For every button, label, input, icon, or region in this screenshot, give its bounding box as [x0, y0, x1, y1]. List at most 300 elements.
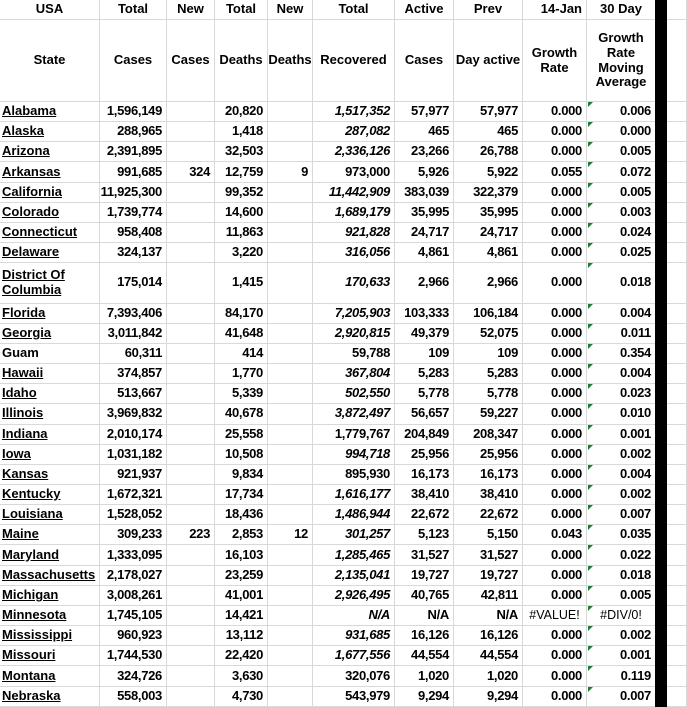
cell-prev-day-active[interactable]: 25,956: [454, 445, 523, 465]
header-new-deaths-1[interactable]: New: [268, 0, 313, 20]
cell-prev-day-active[interactable]: 208,347: [454, 425, 523, 445]
cell-growth-ma[interactable]: [587, 666, 655, 686]
cell-total-deaths[interactable]: 14,421: [215, 606, 268, 626]
cell-total-recovered[interactable]: 931,685: [313, 626, 395, 646]
cell-total-recovered[interactable]: 994,718: [313, 445, 395, 465]
cell-total-recovered[interactable]: 1,486,944: [313, 505, 395, 525]
cell-state[interactable]: Alaska: [0, 122, 100, 142]
cell-growth-rate[interactable]: 0.000: [523, 183, 587, 203]
cell-growth-rate[interactable]: 0.000: [523, 425, 587, 445]
cell-new-cases[interactable]: [167, 586, 215, 606]
cell-new-cases[interactable]: [167, 545, 215, 565]
cell-total-recovered[interactable]: 2,336,126: [313, 142, 395, 162]
header-new-cases-1[interactable]: New: [167, 0, 215, 20]
cell-state[interactable]: Delaware: [0, 243, 100, 263]
cell-new-deaths[interactable]: [268, 243, 313, 263]
cell-growth-rate[interactable]: 0.000: [523, 687, 587, 707]
cell-total-cases[interactable]: 960,923: [100, 626, 167, 646]
cell-new-cases[interactable]: [167, 304, 215, 324]
cell-total-recovered[interactable]: 1,689,179: [313, 203, 395, 223]
header-prev-2[interactable]: Day active: [454, 20, 523, 102]
cell-total-recovered[interactable]: 367,804: [313, 364, 395, 384]
cell-total-recovered[interactable]: 320,076: [313, 666, 395, 686]
cell-total-recovered[interactable]: 1,677,556: [313, 646, 395, 666]
cell-total-cases[interactable]: 513,667: [100, 384, 167, 404]
cell-total-recovered[interactable]: 895,930: [313, 465, 395, 485]
cell-state[interactable]: Alabama: [0, 102, 100, 122]
cell-state[interactable]: Mississippi: [0, 626, 100, 646]
cell-total-cases[interactable]: 374,857: [100, 364, 167, 384]
cell-active-cases[interactable]: 109: [395, 344, 454, 364]
cell-growth-rate[interactable]: 0.000: [523, 304, 587, 324]
cell-growth-rate[interactable]: 0.000: [523, 364, 587, 384]
cell-growth-rate[interactable]: 0.000: [523, 545, 587, 565]
cell-state[interactable]: Connecticut: [0, 223, 100, 243]
cell-growth-rate[interactable]: 0.000: [523, 465, 587, 485]
cell-active-cases[interactable]: 31,527: [395, 545, 454, 565]
cell-new-cases[interactable]: [167, 566, 215, 586]
cell-prev-day-active[interactable]: 4,861: [454, 243, 523, 263]
cell-total-deaths[interactable]: 2,853: [215, 525, 268, 545]
header-active-1[interactable]: Active: [395, 0, 454, 20]
cell-growth-ma[interactable]: [587, 566, 655, 586]
cell-new-deaths[interactable]: [268, 263, 313, 303]
cell-new-cases[interactable]: [167, 666, 215, 686]
cell-prev-day-active[interactable]: 465: [454, 122, 523, 142]
cell-growth-rate[interactable]: 0.000: [523, 384, 587, 404]
cell-prev-day-active[interactable]: 26,788: [454, 142, 523, 162]
cell-new-cases[interactable]: [167, 344, 215, 364]
cell-total-cases[interactable]: 991,685: [100, 162, 167, 182]
cell-state[interactable]: Kentucky: [0, 485, 100, 505]
cell-active-cases[interactable]: N/A: [395, 606, 454, 626]
cell-total-deaths[interactable]: 22,420: [215, 646, 268, 666]
cell-state[interactable]: Nebraska: [0, 687, 100, 707]
cell-active-cases[interactable]: 16,126: [395, 626, 454, 646]
cell-total-cases[interactable]: 11,925,300: [100, 183, 167, 203]
cell-active-cases[interactable]: 24,717: [395, 223, 454, 243]
header-prev-1[interactable]: Prev: [454, 0, 523, 20]
cell-new-deaths[interactable]: [268, 364, 313, 384]
cell-total-deaths[interactable]: 23,259: [215, 566, 268, 586]
cell-total-deaths[interactable]: 13,112: [215, 626, 268, 646]
cell-total-recovered[interactable]: N/A: [313, 606, 395, 626]
cell-growth-rate[interactable]: 0.000: [523, 223, 587, 243]
cell-prev-day-active[interactable]: 24,717: [454, 223, 523, 243]
cell-state[interactable]: Illinois: [0, 404, 100, 424]
cell-growth-rate[interactable]: 0.000: [523, 122, 587, 142]
cell-total-cases[interactable]: 1,672,321: [100, 485, 167, 505]
cell-total-cases[interactable]: 1,596,149: [100, 102, 167, 122]
cell-prev-day-active[interactable]: 109: [454, 344, 523, 364]
header-total-recovered-1[interactable]: Total: [313, 0, 395, 20]
cell-prev-day-active[interactable]: 1,020: [454, 666, 523, 686]
cell-total-deaths[interactable]: 5,339: [215, 384, 268, 404]
cell-active-cases[interactable]: 57,977: [395, 102, 454, 122]
cell-new-cases[interactable]: [167, 183, 215, 203]
cell-state[interactable]: Minnesota: [0, 606, 100, 626]
cell-growth-ma[interactable]: [587, 102, 655, 122]
cell-prev-day-active[interactable]: 106,184: [454, 304, 523, 324]
cell-state[interactable]: California: [0, 183, 100, 203]
cell-new-cases[interactable]: [167, 505, 215, 525]
cell-growth-rate[interactable]: 0.000: [523, 505, 587, 525]
cell-prev-day-active[interactable]: 44,554: [454, 646, 523, 666]
cell-new-cases[interactable]: 223: [167, 525, 215, 545]
cell-active-cases[interactable]: 5,926: [395, 162, 454, 182]
cell-total-deaths[interactable]: 41,648: [215, 324, 268, 344]
cell-new-deaths[interactable]: [268, 425, 313, 445]
cell-total-recovered[interactable]: 1,517,352: [313, 102, 395, 122]
cell-active-cases[interactable]: 23,266: [395, 142, 454, 162]
cell-growth-rate[interactable]: 0.000: [523, 646, 587, 666]
header-date-14-jan[interactable]: 14-Jan: [523, 0, 587, 20]
cell-total-recovered[interactable]: 316,056: [313, 243, 395, 263]
cell-new-cases[interactable]: [167, 203, 215, 223]
cell-growth-rate[interactable]: 0.000: [523, 243, 587, 263]
cell-new-deaths[interactable]: [268, 586, 313, 606]
cell-total-cases[interactable]: 288,965: [100, 122, 167, 142]
cell-growth-rate[interactable]: #VALUE!: [523, 606, 587, 626]
cell-total-recovered[interactable]: 502,550: [313, 384, 395, 404]
cell-total-deaths[interactable]: 84,170: [215, 304, 268, 324]
cell-growth-rate[interactable]: 0.000: [523, 404, 587, 424]
cell-growth-ma[interactable]: [587, 243, 655, 263]
cell-growth-ma[interactable]: [587, 344, 655, 364]
cell-new-deaths[interactable]: [268, 646, 313, 666]
cell-total-deaths[interactable]: 99,352: [215, 183, 268, 203]
cell-state[interactable]: Louisiana: [0, 505, 100, 525]
cell-total-deaths[interactable]: 9,834: [215, 465, 268, 485]
cell-new-cases[interactable]: [167, 465, 215, 485]
header-total-recovered-2[interactable]: Recovered: [313, 20, 395, 102]
cell-active-cases[interactable]: 4,861: [395, 243, 454, 263]
cell-new-deaths[interactable]: [268, 505, 313, 525]
header-total-cases-1[interactable]: Total: [100, 0, 167, 20]
cell-new-cases[interactable]: [167, 384, 215, 404]
cell-state[interactable]: Hawaii: [0, 364, 100, 384]
cell-total-deaths[interactable]: 12,759: [215, 162, 268, 182]
cell-growth-ma[interactable]: [587, 162, 655, 182]
cell-new-deaths[interactable]: [268, 324, 313, 344]
cell-new-cases[interactable]: [167, 606, 215, 626]
cell-new-cases[interactable]: [167, 404, 215, 424]
cell-active-cases[interactable]: 22,672: [395, 505, 454, 525]
cell-active-cases[interactable]: 103,333: [395, 304, 454, 324]
cell-growth-rate[interactable]: 0.000: [523, 324, 587, 344]
cell-prev-day-active[interactable]: 19,727: [454, 566, 523, 586]
cell-total-recovered[interactable]: 2,920,815: [313, 324, 395, 344]
cell-total-cases[interactable]: 3,011,842: [100, 324, 167, 344]
cell-new-cases[interactable]: [167, 485, 215, 505]
cell-total-recovered[interactable]: 1,285,465: [313, 545, 395, 565]
cell-new-cases[interactable]: [167, 364, 215, 384]
cell-new-deaths[interactable]: 9: [268, 162, 313, 182]
cell-growth-ma[interactable]: [587, 364, 655, 384]
cell-total-deaths[interactable]: 14,600: [215, 203, 268, 223]
cell-total-cases[interactable]: 1,745,105: [100, 606, 167, 626]
cell-growth-rate[interactable]: 0.000: [523, 666, 587, 686]
cell-growth-rate[interactable]: 0.000: [523, 344, 587, 364]
cell-new-deaths[interactable]: [268, 344, 313, 364]
cell-active-cases[interactable]: 5,123: [395, 525, 454, 545]
cell-new-deaths[interactable]: [268, 626, 313, 646]
cell-total-deaths[interactable]: 1,770: [215, 364, 268, 384]
cell-active-cases[interactable]: 44,554: [395, 646, 454, 666]
cell-total-recovered[interactable]: 7,205,903: [313, 304, 395, 324]
cell-growth-ma[interactable]: [587, 425, 655, 445]
cell-new-cases[interactable]: [167, 122, 215, 142]
cell-new-cases[interactable]: [167, 102, 215, 122]
cell-new-deaths[interactable]: [268, 687, 313, 707]
cell-active-cases[interactable]: 40,765: [395, 586, 454, 606]
cell-growth-ma[interactable]: [587, 606, 655, 626]
cell-state[interactable]: Arkansas: [0, 162, 100, 182]
cell-new-deaths[interactable]: [268, 606, 313, 626]
cell-new-deaths[interactable]: [268, 122, 313, 142]
cell-active-cases[interactable]: 56,657: [395, 404, 454, 424]
cell-new-deaths[interactable]: [268, 566, 313, 586]
cell-growth-ma[interactable]: [587, 404, 655, 424]
cell-state[interactable]: Indiana: [0, 425, 100, 445]
cell-growth-ma[interactable]: [587, 646, 655, 666]
cell-total-recovered[interactable]: 973,000: [313, 162, 395, 182]
cell-growth-ma[interactable]: [587, 445, 655, 465]
cell-active-cases[interactable]: 204,849: [395, 425, 454, 445]
cell-new-cases[interactable]: [167, 445, 215, 465]
cell-new-deaths[interactable]: [268, 445, 313, 465]
cell-prev-day-active[interactable]: 5,778: [454, 384, 523, 404]
cell-growth-ma[interactable]: [587, 525, 655, 545]
cell-growth-ma[interactable]: [587, 223, 655, 243]
cell-state[interactable]: Missouri: [0, 646, 100, 666]
cell-active-cases[interactable]: 383,039: [395, 183, 454, 203]
cell-new-deaths[interactable]: 12: [268, 525, 313, 545]
cell-new-deaths[interactable]: [268, 465, 313, 485]
header-30-day[interactable]: 30 Day: [587, 0, 655, 20]
cell-growth-rate[interactable]: 0.000: [523, 102, 587, 122]
cell-new-cases[interactable]: [167, 646, 215, 666]
cell-total-deaths[interactable]: 25,558: [215, 425, 268, 445]
cell-growth-ma[interactable]: [587, 687, 655, 707]
cell-prev-day-active[interactable]: 57,977: [454, 102, 523, 122]
cell-growth-rate[interactable]: 0.000: [523, 445, 587, 465]
cell-growth-ma[interactable]: [587, 626, 655, 646]
header-state[interactable]: State: [0, 20, 100, 102]
cell-new-cases[interactable]: [167, 425, 215, 445]
cell-growth-ma[interactable]: [587, 263, 655, 303]
cell-new-cases[interactable]: [167, 142, 215, 162]
cell-growth-ma[interactable]: [587, 142, 655, 162]
cell-total-recovered[interactable]: 3,872,497: [313, 404, 395, 424]
cell-total-cases[interactable]: 7,393,406: [100, 304, 167, 324]
cell-state[interactable]: Michigan: [0, 586, 100, 606]
cell-new-cases[interactable]: [167, 223, 215, 243]
cell-total-cases[interactable]: 1,333,095: [100, 545, 167, 565]
header-new-cases-2[interactable]: Cases: [167, 20, 215, 102]
header-total-cases-2[interactable]: Cases: [100, 20, 167, 102]
header-growth-rate[interactable]: Growth Rate: [523, 20, 587, 102]
cell-new-deaths[interactable]: [268, 203, 313, 223]
cell-total-recovered[interactable]: 2,135,041: [313, 566, 395, 586]
cell-prev-day-active[interactable]: 16,126: [454, 626, 523, 646]
cell-growth-rate[interactable]: 0.000: [523, 142, 587, 162]
cell-total-cases[interactable]: 2,178,027: [100, 566, 167, 586]
cell-growth-ma[interactable]: [587, 586, 655, 606]
cell-state[interactable]: Idaho: [0, 384, 100, 404]
cell-total-deaths[interactable]: 3,220: [215, 243, 268, 263]
cell-total-cases[interactable]: 309,233: [100, 525, 167, 545]
cell-new-deaths[interactable]: [268, 485, 313, 505]
cell-prev-day-active[interactable]: 35,995: [454, 203, 523, 223]
cell-growth-ma[interactable]: [587, 485, 655, 505]
cell-new-cases[interactable]: 324: [167, 162, 215, 182]
cell-total-cases[interactable]: 3,008,261: [100, 586, 167, 606]
cell-growth-rate[interactable]: 0.000: [523, 626, 587, 646]
cell-growth-ma[interactable]: [587, 324, 655, 344]
cell-growth-rate[interactable]: 0.000: [523, 203, 587, 223]
cell-new-cases[interactable]: [167, 263, 215, 303]
cell-prev-day-active[interactable]: 38,410: [454, 485, 523, 505]
cell-prev-day-active[interactable]: 22,672: [454, 505, 523, 525]
cell-total-cases[interactable]: 3,969,832: [100, 404, 167, 424]
cell-growth-rate[interactable]: 0.043: [523, 525, 587, 545]
cell-growth-ma[interactable]: [587, 122, 655, 142]
cell-growth-ma[interactable]: [587, 545, 655, 565]
header-growth-rate-moving-average[interactable]: Growth Rate Moving Average: [587, 20, 655, 102]
cell-state[interactable]: Massachusetts: [0, 566, 100, 586]
cell-total-recovered[interactable]: 1,616,177: [313, 485, 395, 505]
cell-active-cases[interactable]: 1,020: [395, 666, 454, 686]
cell-growth-ma[interactable]: [587, 304, 655, 324]
cell-total-cases[interactable]: 1,744,530: [100, 646, 167, 666]
cell-growth-rate[interactable]: 0.000: [523, 566, 587, 586]
cell-growth-rate[interactable]: 0.000: [523, 586, 587, 606]
cell-total-cases[interactable]: 921,937: [100, 465, 167, 485]
cell-new-deaths[interactable]: [268, 223, 313, 243]
cell-prev-day-active[interactable]: 9,294: [454, 687, 523, 707]
cell-prev-day-active[interactable]: 5,150: [454, 525, 523, 545]
cell-state[interactable]: Maine: [0, 525, 100, 545]
cell-prev-day-active[interactable]: 322,379: [454, 183, 523, 203]
cell-total-deaths[interactable]: 414: [215, 344, 268, 364]
cell-prev-day-active[interactable]: N/A: [454, 606, 523, 626]
cell-total-cases[interactable]: 324,137: [100, 243, 167, 263]
cell-total-recovered[interactable]: 59,788: [313, 344, 395, 364]
cell-total-recovered[interactable]: 921,828: [313, 223, 395, 243]
cell-active-cases[interactable]: 38,410: [395, 485, 454, 505]
cell-total-cases[interactable]: 1,528,052: [100, 505, 167, 525]
cell-prev-day-active[interactable]: 59,227: [454, 404, 523, 424]
cell-state[interactable]: Iowa: [0, 445, 100, 465]
cell-total-recovered[interactable]: 287,082: [313, 122, 395, 142]
cell-active-cases[interactable]: 5,283: [395, 364, 454, 384]
cell-total-recovered[interactable]: 2,926,495: [313, 586, 395, 606]
cell-total-recovered[interactable]: 543,979: [313, 687, 395, 707]
cell-growth-ma[interactable]: [587, 505, 655, 525]
cell-state[interactable]: District Of Columbia: [0, 263, 100, 303]
cell-total-cases[interactable]: 958,408: [100, 223, 167, 243]
cell-state[interactable]: Arizona: [0, 142, 100, 162]
cell-state[interactable]: Maryland: [0, 545, 100, 565]
cell-state[interactable]: Guam: [0, 344, 100, 364]
cell-growth-ma[interactable]: [587, 203, 655, 223]
cell-new-deaths[interactable]: [268, 545, 313, 565]
cell-total-deaths[interactable]: 1,418: [215, 122, 268, 142]
cell-total-cases[interactable]: 324,726: [100, 666, 167, 686]
cell-prev-day-active[interactable]: 5,922: [454, 162, 523, 182]
cell-state[interactable]: Colorado: [0, 203, 100, 223]
cell-total-deaths[interactable]: 40,678: [215, 404, 268, 424]
cell-active-cases[interactable]: 35,995: [395, 203, 454, 223]
cell-total-deaths[interactable]: 3,630: [215, 666, 268, 686]
cell-state[interactable]: Florida: [0, 304, 100, 324]
cell-new-deaths[interactable]: [268, 404, 313, 424]
cell-total-cases[interactable]: 60,311: [100, 344, 167, 364]
cell-total-deaths[interactable]: 32,503: [215, 142, 268, 162]
cell-growth-rate[interactable]: 0.055: [523, 162, 587, 182]
cell-total-deaths[interactable]: 20,820: [215, 102, 268, 122]
cell-prev-day-active[interactable]: 31,527: [454, 545, 523, 565]
cell-new-deaths[interactable]: [268, 384, 313, 404]
header-new-deaths-2[interactable]: Deaths: [268, 20, 313, 102]
cell-state[interactable]: Kansas: [0, 465, 100, 485]
cell-active-cases[interactable]: 5,778: [395, 384, 454, 404]
cell-new-cases[interactable]: [167, 243, 215, 263]
cell-total-deaths[interactable]: 41,001: [215, 586, 268, 606]
cell-new-cases[interactable]: [167, 687, 215, 707]
cell-total-recovered[interactable]: 11,442,909: [313, 183, 395, 203]
header-usa[interactable]: USA: [0, 0, 100, 20]
cell-new-cases[interactable]: [167, 324, 215, 344]
cell-total-deaths[interactable]: 1,415: [215, 263, 268, 303]
cell-total-deaths[interactable]: 4,730: [215, 687, 268, 707]
cell-active-cases[interactable]: 465: [395, 122, 454, 142]
cell-prev-day-active[interactable]: 16,173: [454, 465, 523, 485]
cell-total-deaths[interactable]: 17,734: [215, 485, 268, 505]
cell-prev-day-active[interactable]: 5,283: [454, 364, 523, 384]
cell-total-recovered[interactable]: 1,779,767: [313, 425, 395, 445]
cell-new-deaths[interactable]: [268, 102, 313, 122]
cell-total-cases[interactable]: 558,003: [100, 687, 167, 707]
cell-total-cases[interactable]: 2,391,895: [100, 142, 167, 162]
cell-total-recovered[interactable]: 301,257: [313, 525, 395, 545]
cell-state[interactable]: Georgia: [0, 324, 100, 344]
cell-active-cases[interactable]: 16,173: [395, 465, 454, 485]
cell-active-cases[interactable]: 9,294: [395, 687, 454, 707]
cell-growth-ma[interactable]: [587, 183, 655, 203]
cell-new-deaths[interactable]: [268, 304, 313, 324]
cell-active-cases[interactable]: 2,966: [395, 263, 454, 303]
cell-total-deaths[interactable]: 10,508: [215, 445, 268, 465]
cell-prev-day-active[interactable]: 52,075: [454, 324, 523, 344]
cell-total-deaths[interactable]: 18,436: [215, 505, 268, 525]
cell-total-cases[interactable]: 1,739,774: [100, 203, 167, 223]
cell-total-deaths[interactable]: 11,863: [215, 223, 268, 243]
cell-total-deaths[interactable]: 16,103: [215, 545, 268, 565]
cell-prev-day-active[interactable]: 42,811: [454, 586, 523, 606]
cell-total-cases[interactable]: 2,010,174: [100, 425, 167, 445]
cell-active-cases[interactable]: 49,379: [395, 324, 454, 344]
cell-new-deaths[interactable]: [268, 142, 313, 162]
cell-active-cases[interactable]: 19,727: [395, 566, 454, 586]
cell-total-cases[interactable]: 175,014: [100, 263, 167, 303]
cell-growth-rate[interactable]: 0.000: [523, 485, 587, 505]
cell-growth-ma[interactable]: [587, 465, 655, 485]
cell-growth-rate[interactable]: 0.000: [523, 263, 587, 303]
header-total-deaths-1[interactable]: Total: [215, 0, 268, 20]
cell-new-cases[interactable]: [167, 626, 215, 646]
